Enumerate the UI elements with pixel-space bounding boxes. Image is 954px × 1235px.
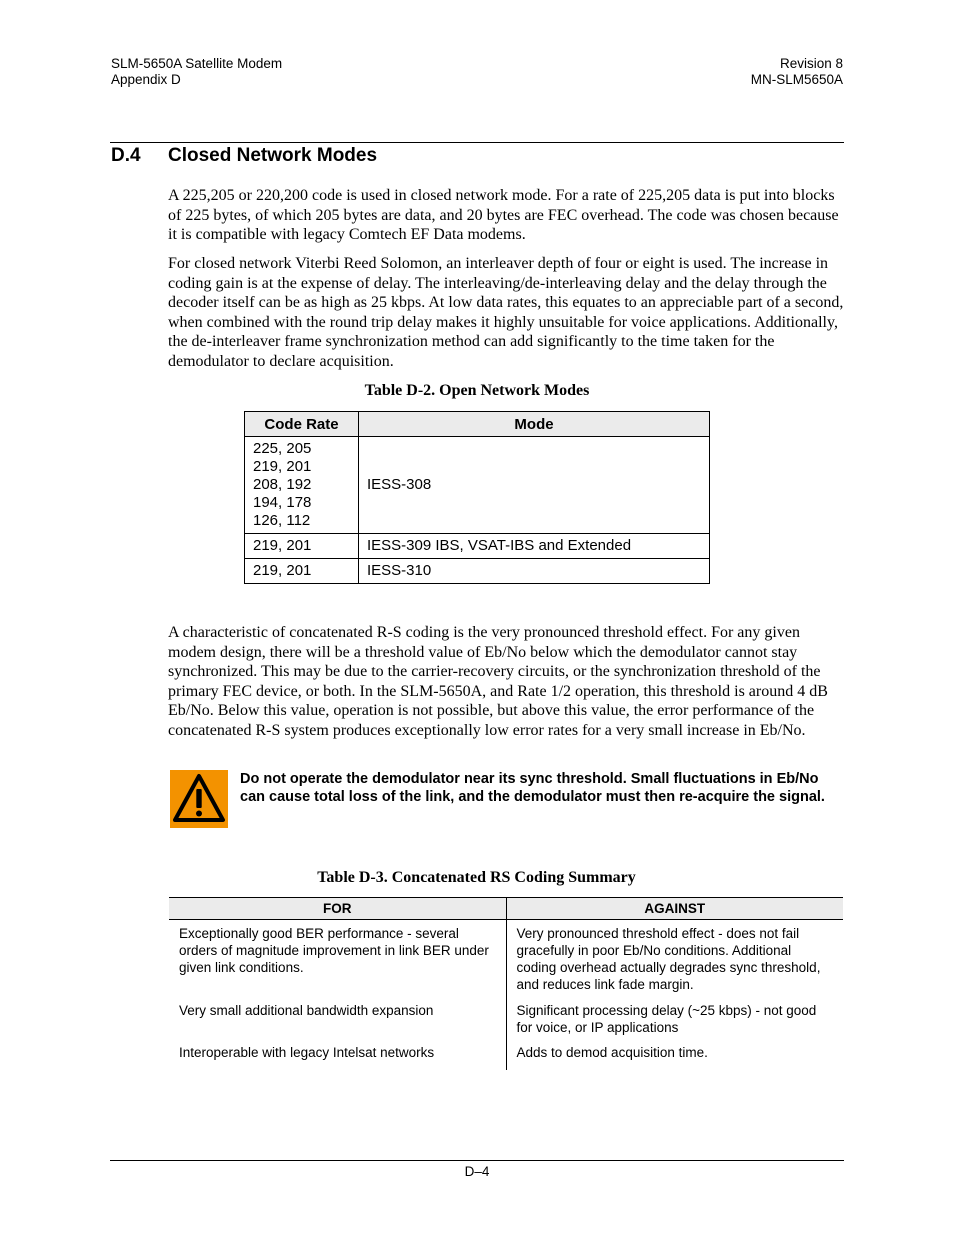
paragraph-3: A characteristic of concatenated R-S coding is the very pronounced threshold effect. For any given modem design, there will be a threshold value of Eb/No below which the demodulator cannot stay synchronized. This may be due to the carrier-recovery circuits, or the synchronization threshold of the primary FEC device, or both. In the SLM-5650A, and Rate 1/2 operation, this threshold is around 4 dB Eb/No. Below this value, operation is not possible, but above this value, the error performance of the concatenated R-S system produces exceptionally low error rates for a very small increase in Eb/No. <box>168 624 828 739</box>
against-cell: Adds to demod acquisition time. <box>516 1045 708 1060</box>
for-cell: Very small additional bandwidth expansion <box>169 999 506 1041</box>
mode-cell: IESS-308 <box>359 437 710 534</box>
mode-cell: IESS-310 <box>359 559 710 584</box>
table-header-row <box>245 412 710 437</box>
for-cell: Interoperable with legacy Intelsat networks <box>169 1041 506 1070</box>
manual-title: SLM-5650A Satellite Modem <box>111 56 283 71</box>
manual-number: MN-SLM5650A <box>750 72 843 87</box>
table-row <box>245 559 710 584</box>
warning-triangle-icon <box>170 770 228 828</box>
column-header-code-rate: Code Rate <box>245 412 359 437</box>
page-number: D–4 <box>464 1164 490 1179</box>
table-row <box>245 437 710 534</box>
section-title: Closed Network Modes <box>168 145 378 166</box>
warning-message: Do not operate the demodulator near its sync threshold. Small fluctuations in Eb/No can cause total loss of the link, and the demodulator must then re-acquire the signal. <box>240 771 825 805</box>
header-divider <box>110 142 844 143</box>
column-header-mode: Mode <box>359 412 710 437</box>
table-header-row <box>169 898 843 920</box>
column-header-against: AGAINST <box>506 898 843 920</box>
page-header-left <box>111 56 282 88</box>
against-cell: Very pronounced threshold effect - does not fail gracefully in poor Eb/No conditions. Additional coding overhead actually degrades sync threshold, and reduces link fade margin. <box>516 926 821 992</box>
code-rate-value: 219, 201 <box>253 458 312 475</box>
table-d2-caption: Table D-2. Open Network Modes <box>364 382 590 399</box>
rs-coding-summary-table <box>169 897 843 1070</box>
code-rate-value: 194, 178 <box>253 494 312 511</box>
mode-cell: IESS-309 IBS, VSAT-IBS and Extended <box>359 534 710 559</box>
code-rate-value: 208, 192 <box>253 476 312 493</box>
page-header-right <box>751 56 843 88</box>
table-row <box>169 920 843 1000</box>
code-rate-cell: 219, 201 <box>245 559 359 584</box>
paragraph-2: For closed network Viterbi Reed Solomon, an interleaver depth of four or eight is used. The increase in coding gain is at the expense of delay. The interleaving/de-interleaving delay and the delay through the decoder itself can be as high as 25 kbps. At low data rates, this equates to an appreciable part of a second, when combined with the round trip delay makes it highly unsuitable for voice applications. Additionally, the de-interleaver frame synchronization method can add significantly to the time taken for the demodulator to declare acquisition. <box>168 255 844 370</box>
section-number: D.4 <box>111 145 141 166</box>
revision-label: Revision 8 <box>779 56 843 71</box>
code-rate-value: 225, 205 <box>253 440 312 457</box>
against-cell: Significant processing delay (~25 kbps) - not good for voice, or IP applications <box>516 1003 817 1035</box>
code-rate-cell: 219, 201 <box>245 534 359 559</box>
appendix-label: Appendix D <box>111 72 181 87</box>
section-heading <box>111 145 377 167</box>
code-rate-cell <box>245 437 359 534</box>
table-row <box>245 534 710 559</box>
table-row <box>169 1041 843 1070</box>
column-header-for: FOR <box>169 898 506 920</box>
table-d3-caption: Table D-3. Concatenated RS Coding Summary <box>317 869 636 886</box>
code-rate-value: 126, 112 <box>253 512 311 529</box>
open-network-modes-table <box>244 411 710 584</box>
table-row <box>169 999 843 1041</box>
for-cell: Exceptionally good BER performance - several orders of magnitude improvement in link BER under given link conditions. <box>169 920 506 1000</box>
paragraph-1: A 225,205 or 220,200 code is used in closed network mode. For a rate of 225,205 data is put into blocks of 225 bytes, of which 205 bytes are data, and 20 bytes are FEC overhead. The code was chosen because it is compatible with legacy Comtech EF Data modems. <box>168 187 839 244</box>
footer-divider <box>110 1160 844 1161</box>
